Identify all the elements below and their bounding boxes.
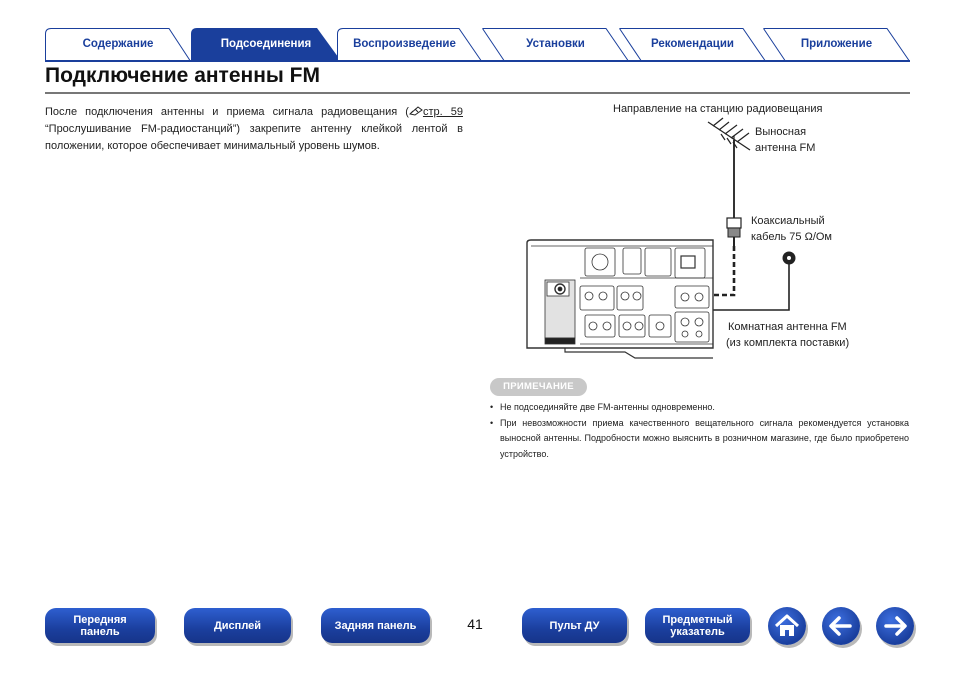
arrow-right-icon	[876, 607, 914, 645]
page-title: Подключение антенны FM	[45, 64, 320, 87]
tab-connections-label: Подсоединения	[220, 38, 312, 50]
page-reference-icon	[409, 105, 423, 116]
note-item-text: При невозможности приема качественного вещательного сигнала рекомендуется установка выносной антенны. Подробности можно выяснить в розничном магазине, где было приобретено устройство.	[500, 417, 909, 459]
coax-label-2: кабель 75 Ω/Ом	[751, 231, 832, 243]
connection-illustration	[525, 100, 910, 365]
note-item	[490, 400, 909, 416]
tab-contents-label: Содержание	[82, 38, 154, 50]
bullet-icon: •	[490, 417, 494, 428]
intro-text-after: “Прослушивание FM-радиостанций”) закрепите антенну клейкой лентой в положении, которое обеспечивает минимальный уровень шумов.	[45, 123, 463, 152]
rear-panel-label: Задняя панель	[334, 619, 417, 632]
tab-settings[interactable]	[482, 28, 629, 61]
bullet-icon: •	[490, 402, 494, 412]
tab-underline	[45, 60, 910, 62]
coax-dashed-line	[714, 246, 734, 295]
home-button[interactable]	[768, 607, 806, 645]
indoor-antenna-drawing	[710, 252, 795, 310]
tab-contents[interactable]	[45, 28, 191, 61]
title-divider	[45, 92, 910, 94]
page-59-link[interactable]: стр. 59	[422, 106, 463, 118]
outdoor-antenna-drawing	[708, 118, 750, 220]
index-button[interactable]	[645, 608, 750, 643]
tab-playback[interactable]	[337, 28, 482, 61]
back-button[interactable]	[822, 607, 860, 645]
tab-appendix-label: Приложение	[800, 38, 873, 50]
tab-connections[interactable]	[191, 28, 341, 61]
receiver-rear-panel	[527, 240, 713, 358]
tab-tips-label: Рекомендации	[650, 38, 734, 50]
fm-antenna-diagram	[525, 100, 910, 365]
display-label: Дисплей	[213, 619, 262, 632]
display-button[interactable]	[184, 608, 291, 643]
indoor-antenna-label-2: (из комплекта поставки)	[726, 337, 850, 349]
note-item-text: Не подсоединяйте две FM-антенны одновременно.	[500, 402, 715, 412]
outdoor-antenna-label-2: антенна FM	[755, 142, 816, 154]
rear-panel-button[interactable]	[321, 608, 430, 643]
front-panel-label-1: Передняя	[73, 613, 127, 626]
direction-label: Направление на станцию радиовещания	[613, 103, 823, 115]
remote-label: Пульт ДУ	[549, 619, 600, 632]
index-label-2: указатель	[670, 625, 725, 638]
intro-paragraph	[45, 104, 463, 155]
tab-playback-label: Воспроизведение	[353, 38, 456, 50]
note-badge: ПРИМЕЧАНИЕ	[490, 378, 587, 396]
tab-settings-label: Установки	[526, 38, 585, 50]
remote-button[interactable]	[522, 608, 627, 643]
front-panel-button[interactable]	[45, 608, 155, 643]
forward-button[interactable]	[876, 607, 914, 645]
indoor-antenna-label-1: Комнатная антенна FM	[728, 321, 847, 333]
arrow-left-icon	[822, 607, 860, 645]
home-icon	[768, 607, 806, 645]
page-number: 41	[467, 616, 483, 632]
intro-text-before: После подключения антенны и приема сигнала радиовещания (	[45, 106, 409, 118]
tab-appendix[interactable]	[763, 28, 910, 61]
outdoor-antenna-label-1: Выносная	[755, 126, 807, 138]
front-panel-label-2: панель	[80, 625, 120, 638]
tab-tips[interactable]	[619, 28, 766, 61]
index-label-1: Предметный	[662, 613, 733, 626]
coax-cable-drawing	[727, 140, 741, 246]
note-list	[490, 400, 909, 462]
note-item	[490, 416, 909, 463]
top-tab-bar	[45, 28, 910, 61]
coax-label-1: Коаксиальный	[751, 215, 825, 227]
